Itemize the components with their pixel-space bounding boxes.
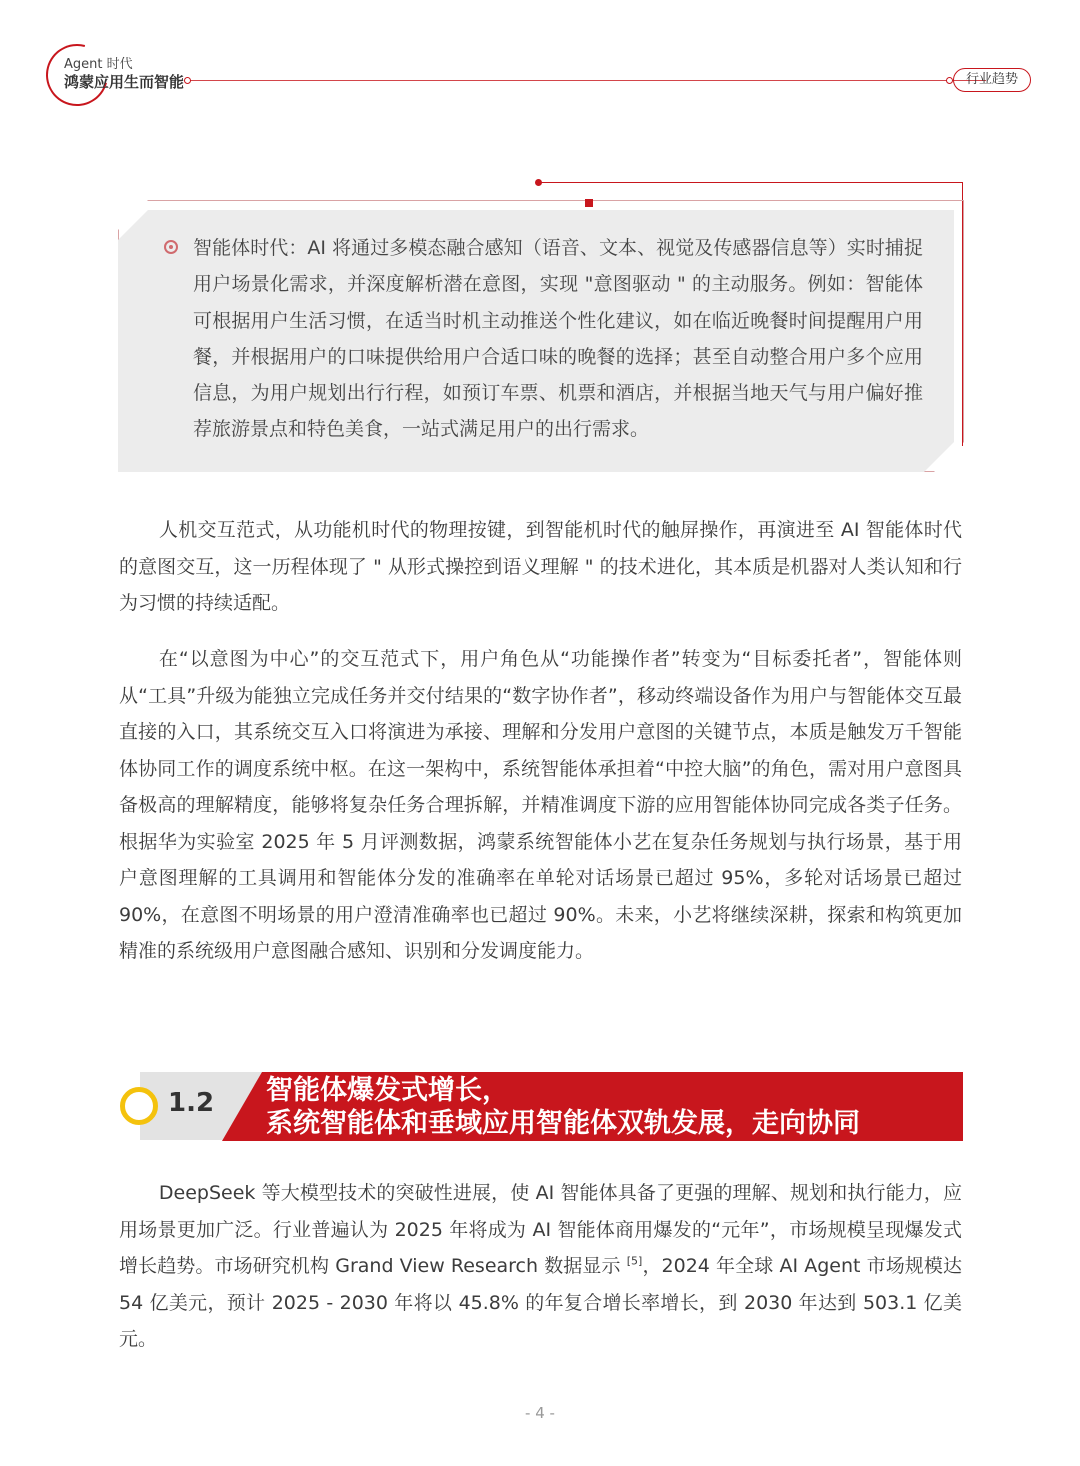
reference-marker[interactable]: [5] bbox=[626, 1254, 643, 1268]
paragraph-market-growth-part1: DeepSeek 等大模型技术的突破性进展，使 AI 智能体具备了更强的理解、规划和执行能力，应用场景更加广泛。行业普遍认为 2025 年将成为 AI 智能体商用爆发的“元年”，市场规模呈现爆发式增长趋势。市场研究机构 Grand View Research 数据显示 bbox=[119, 1182, 962, 1277]
header-series-title: 鸿蒙应用生而智能 bbox=[64, 73, 185, 91]
section-title-line2: 系统智能体和垂域应用智能体双轨发展，走向协同 bbox=[266, 1108, 860, 1139]
paragraph-intent-centered: 在“以意图为中心”的交互范式下，用户角色从“功能操作者”转变为“目标委托者”，智能体则从“工具”升级为能独立完成任务并交付结果的“数字协作者”，移动终端设备作为用户与智能体交互最直接的入口，其系统交互入口将演进为承接、理解和分发用户意图的关键节点，本质是触发万千智能体协同工作的调度系统中枢。在这一架构中，系统智能体承担着“中控大脑”的角色，需对用户意图具备极高的理解精度，能够将复杂任务合理拆解，并精准调度下游的应用智能体协同完成各类子任务。根据华为实验室 2025 年 5 月评测数据，鸿蒙系统智能体小艺在复杂任务规划与执行场景，基于用户意图理解的工具调用和智能体分发的准确率在单轮对话场景已超过 95%，多轮对话场景已超过 90%，在意图不明场景的用户澄清准确率也已超过 90%。未来，小艺将继续深耕，探索和构筑更加精准的系统级用户意图融合感知、识别和分发调度能力。 bbox=[119, 648, 962, 962]
section-title bbox=[266, 1074, 946, 1140]
callout-red-square bbox=[585, 199, 593, 207]
paragraph-market-growth-part2: ，2024 年全球 AI Agent 市场规模达 54 亿美元，预计 2025 - 2030 年将以 45.8% 的年复合增长率增长，到 2030 年达到 503.1 亿美元。 bbox=[119, 1255, 963, 1350]
header-rule bbox=[188, 80, 986, 81]
section-tag: 行业趋势 bbox=[953, 68, 1031, 92]
paragraph-market-growth bbox=[119, 1175, 962, 1358]
callout-deco-top-line bbox=[539, 182, 963, 183]
page-number: - 4 - bbox=[525, 1404, 555, 1422]
target-bullet-icon bbox=[164, 240, 178, 254]
header-rule-dot-right bbox=[946, 77, 953, 84]
header-series-small: Agent 时代 bbox=[64, 57, 133, 72]
callout-text: 智能体时代：AI 将通过多模态融合感知（语音、文本、视觉及传感器信息等）实时捕捉用户场景化需求，并深度解析潜在意图，实现 "意图驱动 " 的主动服务。例如：智能体可根据用户生活习惯，在适当时机主动推送个性化建议，如在临近晚餐时间提醒用户用餐，并根据用户的口味提供给用户合适口味的晚餐的选择；甚至自动整合用户多个应用信息，为用户规划出行行程，如预订车票、机票和酒店，并根据当地天气与用户偏好推荐旅游景点和特色美食，一站式满足用户的出行需求。 bbox=[193, 237, 923, 441]
section-title-line1: 智能体爆发式增长， bbox=[266, 1075, 509, 1106]
paragraph-interaction-paradigm: 人机交互范式，从功能机时代的物理按键，到智能机时代的触屏操作，再演进至 AI 智能体时代的意图交互，这一历程体现了 " 从形式操控到语义理解 " 的技术进化，其本质是机器对人类认知和行为习惯的持续适配。 bbox=[119, 519, 962, 614]
header-rule-dot-left bbox=[184, 77, 191, 84]
section-circle-icon bbox=[120, 1087, 158, 1125]
section-number: 1.2 bbox=[168, 1088, 215, 1118]
